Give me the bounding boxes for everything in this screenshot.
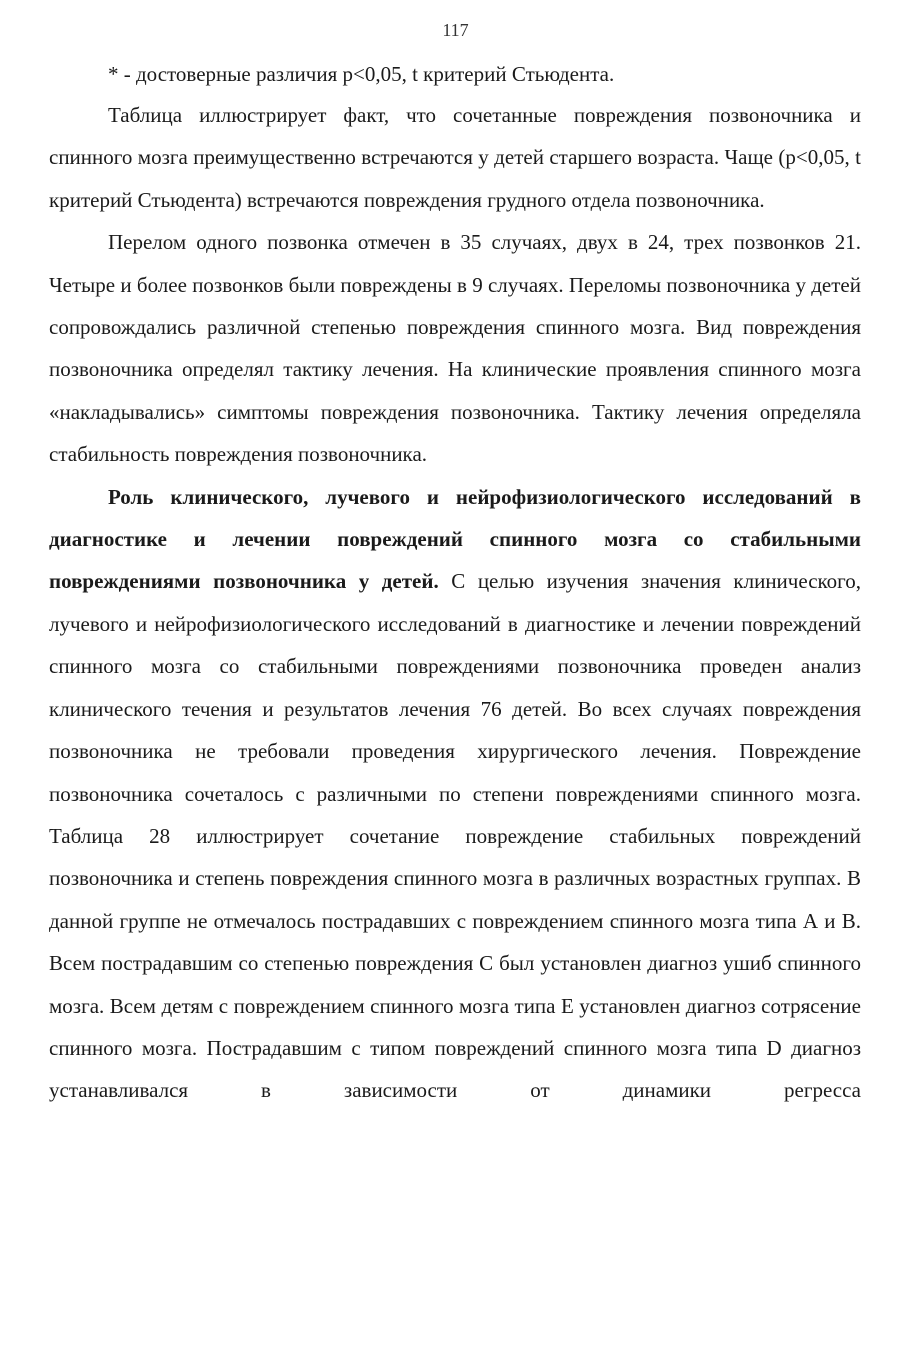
section-body-text: С целью изучения значения клинического, лучевого и нейрофизиологического исследований в диагностике и лечении повреждений спинного мозга со стабильными повреждениями позвоночника проведен анализ клинического течения и результатов лечения 76 детей. Во всех случаях повреждения позвоночника не требовали проведения хирургического лечения. Повреждение позвоночника сочеталось с различными по степени повреждениями спинного мозга. Таблица 28 иллюстрирует сочетание повреждение стабильных повреждений позвоночника и степень повреждения спинного мозга в различных возрастных группах. В данной группе не отмечалось пострадавших с повреждением спинного мозга типа А и В. Всем пострадавшим со степенью повреждения С был установлен диагноз ушиб спинного мозга. Всем детям с повреждением спинного мозга типа Е установлен диагноз сотрясение спинного мозга. Пострадавшим с типом повреждений спинного мозга типа D диагноз устанавливался в зависимости от динамики регресса (49, 569, 861, 1103)
page-number: 117 (442, 20, 469, 40)
paragraph-section-role (49, 476, 861, 1112)
paragraph-table-commentary: Таблица иллюстрирует факт, что сочетанные повреждения позвоночника и спинного мозга преимущественно встречаются у детей старшего возраста. Чаще (p<0,05, t критерий Стьюдента) встречаются повреждения грудного отдела позвоночника. (49, 103, 861, 212)
body-text (49, 94, 861, 1112)
significance-footnote: * - достоверные различия p<0,05, t критерий Стьюдента. (108, 62, 615, 86)
paragraph-fracture-counts: Перелом одного позвонка отмечен в 35 случаях, двух в 24, трех позвонков 21. Четыре и более позвонков были повреждены в 9 случаях. Переломы позвоночника у детей сопровождались различной степенью повреждения спинного мозга. Вид повреждения позвоночника определял тактику лечения. На клинические проявления спинного мозга «накладывались» симптомы повреждения позвоночника. Тактику лечения определяла стабильность повреждения позвоночника. (49, 230, 861, 467)
section-heading: Роль клинического, лучевого и нейрофизиологического исследований в диагностике и лечении повреждений спинного мозга со стабильными повреждениями позвоночника у детей. (49, 484, 861, 594)
